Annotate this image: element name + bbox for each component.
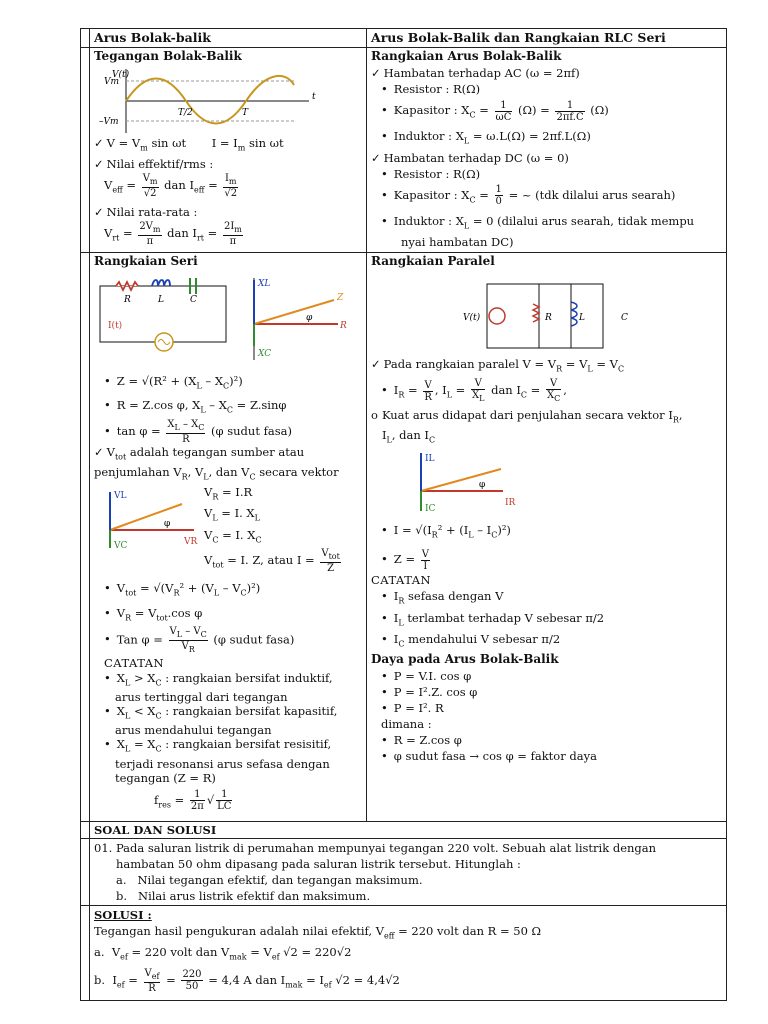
worksheet — [80, 28, 726, 1010]
section-tegangan: Tegangan Bolak-Balik V(t) Vm –Vm t T/2 T ✓ $V = V_m$ sin ωt $I = I_m$ sin ωt ✓ Nilai effektif/rms : $V_{eff}$ = $\frac{V_m}{√2}$ dan $I_{eff}$ = $\frac{I_m}{√2}$ ✓ Nilai rata-rata : $V_{rt}$ = $\frac{2V_m}{\pi}$ dan $I_{rt}$ = $\frac{2I_m}{\pi}$ — [90, 48, 367, 253]
svg-text:R: R — [545, 312, 552, 323]
series-circuit-and-phasor — [94, 270, 362, 370]
header-left: Arus Bolak-balik — [90, 29, 367, 48]
soal-title: SOAL DAN SOLUSI — [90, 822, 727, 839]
voltage-phasor — [94, 484, 204, 554]
parallel-circuit — [371, 270, 721, 356]
svg-text:XL: XL — [258, 278, 271, 289]
sine-curve — [126, 76, 294, 124]
soal-question: 01. Pada saluran listrik di perumahan mempunyai tegangan 220 volt. Sebuah alat listrik dengan hambatan 50 ohm dipasang pada saluran listrik tersebut. Hitunglah : a. Nilai tegangan efektif, dan tegangan maksimum. b. Nilai arus listrik efektif dan maksimum. — [90, 839, 727, 906]
svg-text:R: R — [340, 320, 347, 331]
current-phasor — [371, 447, 531, 519]
svg-text:C: C — [190, 294, 197, 305]
svg-text:L: L — [158, 294, 164, 305]
svg-text:IL: IL — [425, 454, 435, 465]
section-paralel: Rangkaian Paralel V(t) R L C ✓ Pada rangkaian paralel $V = V_R = V_L = V_C$ • $I_R$ = $\frac{V}{R}$ , $I_L$ = $\frac{V}{X_L}$ dan $I_C$ = $\frac{V}{X_C}$ , o Kuat arus didapat dari penjulahan secara vektor $I_R$, $I_L$, dan $I_C$ IL IC IR φ • $I = √(I_R^2 + (I_L - I_C)^2)$ • Z = $\frac{V}{I}$ CATATAN • $I_R$ sefasa dengan V • $I_L$ terlambat terhadap V sebesar π/2 • $I_C$ mendahului V sebesar π/2 Daya pada Arus Bolak-Balik • P = V.I. cos φ • P = I².Z. cos φ • P = I². R dimana : • R = Z.cos φ • φ sudut fasa → cos φ = faktor daya — [367, 252, 727, 821]
soal-solution: SOLUSI : Tegangan hasil pengukuran adalah nilai efektif, $V_{eff} = 220$ volt dan R = 50 Ω a. $V_{ef} = 220$ volt dan $V_{mak} = V_{ef}$ √2 = 220√2 b. $I_{ef}$ = $\frac{V_{ef}}{R}$ = $\frac{220}{50}$ = 4,4 A dan $I_{mak} = I_{ef}$ √2 = 4,4√2 — [90, 906, 727, 1001]
svg-text:VL: VL — [114, 491, 127, 502]
svg-text:XC: XC — [258, 348, 272, 359]
header-num — [81, 29, 90, 48]
svg-text:I(t): I(t) — [108, 320, 123, 331]
svg-text:IC: IC — [425, 504, 436, 515]
svg-text:C: C — [621, 312, 628, 323]
section-rangkaian-ab: Rangkaian Arus Bolak-Balik ✓ Hambatan terhadap AC (ω = 2πf) • Resistor : R(Ω) • Kapasitor : $X_C$ = $\frac{1}{\omega C}$ (Ω) = $\frac{1}{2\pi f.C}$ (Ω) • Induktor : $X_L = \omega.L(\Omega) = 2\pi f.L(\Omega)$ ✓ Hambatan terhadap DC (ω = 0) • Resistor : R(Ω) • Kapasitor : $X_C$ = $\frac{1}{0}$ = ~ (tdk dilalui arus searah) • Induktor : $X_L = 0$ (dilalui arus searah, tidak mempu nyai hambatan DC) — [367, 48, 727, 253]
svg-text:φ: φ — [479, 480, 486, 491]
svg-text:–Vm: –Vm — [99, 117, 119, 127]
svg-text:φ: φ — [306, 312, 313, 323]
header-right: Arus Bolak-Balik dan Rangkaian RLC Seri — [367, 29, 727, 48]
svg-text:Z: Z — [337, 292, 344, 303]
svg-text:V(t): V(t) — [112, 70, 130, 80]
svg-text:V(t): V(t) — [463, 312, 481, 323]
svg-text:VC: VC — [114, 541, 128, 552]
svg-text:Vm: Vm — [104, 77, 120, 87]
svg-text:T: T — [242, 108, 249, 118]
section-title: Tegangan Bolak-Balik — [94, 49, 242, 63]
sine-wave-graph — [94, 65, 324, 135]
svg-text:T/2: T/2 — [178, 108, 193, 118]
svg-text:IR: IR — [505, 498, 516, 509]
svg-text:φ: φ — [164, 519, 171, 530]
svg-text:R: R — [124, 294, 131, 305]
svg-text:L: L — [579, 312, 585, 323]
section-seri: Rangkaian Seri R L C I(t) XL XC R Z φ • $Z = √(R^2 + (X_L - X_C)^2)$ • R = Z.cos φ, $X_L - X_C = Z.\sin\varphi$ • tan φ = $\frac{X_L - X_C}{R}$ (φ sudut fasa) ✓ $V_{tot}$ adalah tegangan sumber atau penjumlahan $V_R$, $V_L$, dan $V_C$ secara vektor VL VC VR φ $V_R = I.R$ $V_L = I$. $X_L$ $V_C = I$. $X_C$ $V_{tot} = I$. Z, atau I = $\frac{V_{tot}}{Z}$ • $V_{tot} = √(V_R^2 + (V_L - V_C)^2)$ • $V_R = V_{tot}.\cos$ φ • Tan φ = $\frac{V_L - V_C}{V_R}$ (φ sudut fasa) CATATAN • $X_L > X_C$ : rangkaian bersifat induktif, arus tertinggal dari tegangan • $X_L < X_C$ : rangkaian bersifat kapasitif, arus mendahului tegangan • $X_L = X_C$ : rangkaian bersifat resisitif, terjadi resonansi arus sefasa dengan tegangan (Z = R) $f_{res}$ = $\frac{1}{2\pi}$ √ $\frac{1}{LC}$ — [90, 252, 367, 821]
svg-text:VR: VR — [184, 537, 198, 548]
svg-text:t: t — [312, 92, 316, 102]
